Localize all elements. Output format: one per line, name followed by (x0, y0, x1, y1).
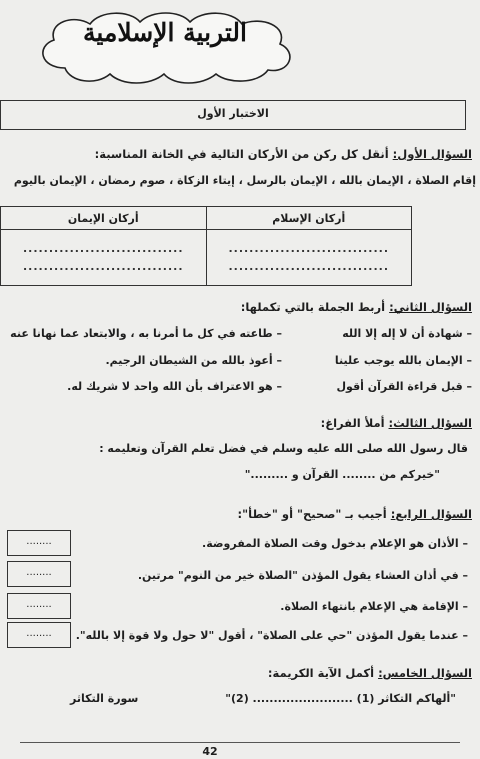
q4-label: السؤال الرابع: (390, 507, 472, 521)
q4-statement: – الإقامة هي الإعلام بانتهاء الصلاة. (280, 600, 468, 613)
answer-box[interactable]: ........ (7, 530, 71, 556)
q4-heading (238, 507, 472, 521)
iman-answer-cell[interactable]: ............................... ............................... (1, 230, 207, 286)
q3-hadith-intro: قال رسول الله صلى الله عليه وسلم في فضل تعلم القرآن وتعليمه : (99, 442, 468, 455)
col-header-islam: أركان الإسلام (206, 207, 412, 230)
exam-label: الاختبار الأول (197, 107, 269, 120)
exam-label-box (0, 100, 466, 130)
q3-heading (321, 416, 472, 430)
page-title: التربية الإسلامية (83, 18, 247, 47)
answer-box[interactable]: ........ (7, 593, 71, 619)
q3-fill-blank[interactable]: "خيركم من ........ القرآن و ........." (244, 468, 440, 481)
page-number: 42 (202, 745, 218, 758)
islam-answer-cell[interactable]: ............................... ............................... (206, 230, 412, 286)
q5-verse[interactable]: "ألهاكم التكاثر (1) ........................ (2)" (225, 692, 456, 705)
q1-items: إقام الصلاة ، الإيمان بالله ، الإيمان بالرسل ، إيتاء الزكاة ، صوم رمضان ، الإيمان باليوم (13, 174, 476, 187)
q2-left-item: – طاعته في كل ما أمرنا به ، والابتعاد عما نهانا عنه (10, 327, 282, 340)
q2-right-item: – الإيمان بالله يوجب علينا (334, 354, 472, 367)
q2-left-item: – هو الاعتراف بأن الله واحد لا شريك له. (67, 380, 282, 393)
q4-statement: – في أذان العشاء يقول المؤذن "الصلاة خير من النوم" مرتين. (137, 569, 468, 582)
q5-heading (268, 666, 472, 680)
q4-prompt: أجيب بـ "صحيح" أو "خطأ": (237, 507, 387, 521)
q5-surah-name: سورة التكاثر (70, 692, 139, 705)
col-header-iman: أركان الإيمان (1, 207, 207, 230)
q2-left-item: – أعوذ بالله من الشيطان الرجيم. (105, 354, 282, 367)
q2-prompt: أربط الجملة بالتي تكملها: (240, 300, 386, 314)
answer-box[interactable]: ........ (7, 622, 71, 648)
answer-box[interactable]: ........ (7, 561, 71, 587)
q3-label: السؤال الثالث: (388, 416, 472, 430)
q1-label: السؤال الأول: (392, 147, 472, 161)
q3-prompt: أملأ الفراغ: (320, 416, 385, 430)
q4-statement: – عندما يقول المؤذن "حي على الصلاة" ، أقول "لا حول ولا قوة إلا بالله". (75, 629, 468, 642)
q1-heading (95, 147, 472, 161)
pillars-table (0, 206, 412, 286)
footer-rule (20, 742, 460, 743)
q2-right-item: – قبل قراءة القرآن أقول (336, 380, 472, 393)
q2-right-item: – شهادة أن لا إله إلا الله (342, 327, 472, 340)
q2-heading (241, 300, 472, 314)
q1-prompt: أنقل كل ركن من الأركان التالية في الخانة المناسبة: (94, 147, 389, 161)
q2-label: السؤال الثاني: (389, 300, 472, 314)
q4-statement: – الأذان هو الإعلام بدخول وقت الصلاة المفروضة. (202, 537, 468, 550)
q5-prompt: أكمل الآية الكريمة: (267, 666, 375, 680)
q5-label: السؤال الخامس: (378, 666, 472, 680)
